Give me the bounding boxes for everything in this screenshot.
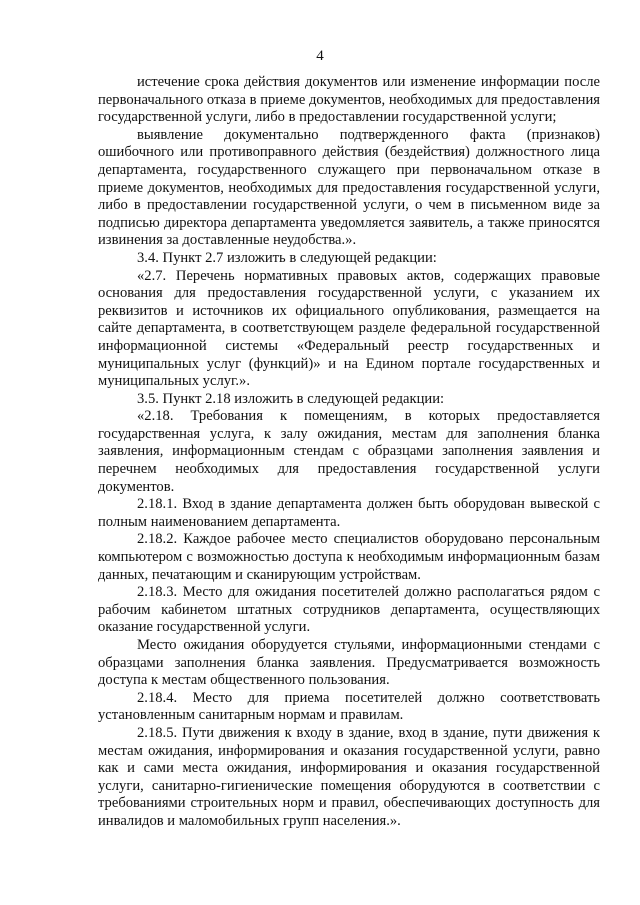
paragraph-clause-2-18-4: 2.18.4. Место для приема посетителей должно соответствовать установленным санитарным нормам и правилам. (98, 689, 600, 724)
paragraph-clause-2-7: «2.7. Перечень нормативных правовых актов, содержащих правовые основания для предоставления государственной услуги, с указанием их реквизитов и источников их официального опубликования, размещается на сайте департамента, в соответствующем разделе федеральной государственной информационной системы «Федеральный реестр государственных и муниципальных услуг (функций)» и на Едином портале государственных и муниципальных услуг.». (98, 267, 600, 390)
paragraph-erroneous-action: выявление документально подтвержденного факта (признаков) ошибочного или противоправного действия (бездействия) должностного лица департамента, государственного служащего при первоначальном отказе в приеме документов, необходимых для предоставления государственной услуги, либо в предоставлении государственной услуги, о чем в письменном виде за подписью директора департамента уведомляется заявитель, а также приносятся извинения за доставленные неудобства.». (98, 126, 600, 249)
document-body (98, 74, 600, 831)
paragraph-item-3-5: 3.5. Пункт 2.18 изложить в следующей редакции: (137, 390, 445, 407)
paragraph-clause-2-18-1: 2.18.1. Вход в здание департамента должен быть оборудован вывеской с полным наименованием департамента. (98, 496, 600, 530)
paragraph-clause-2-18-2: 2.18.2. Каждое рабочее место специалистов оборудовано персональным компьютером с возможностью доступа к необходимым информационным базам данных, печатающим и сканирующим устройствам. (98, 531, 600, 583)
paragraph-clause-2-18-3: 2.18.3. Место для ожидания посетителей должно располагаться рядом с рабочим кабинетом штатных сотрудников департамента, осуществляющих оказание государственной услуги. (98, 584, 600, 636)
paragraph-clause-2-18-5: 2.18.5. Пути движения к входу в здание, вход в здание, пути движения к местам ожидания, информирования и оказания государственной услуги, равно как и сами места ожидания, информирования и оказания государственной услуги, санитарно-гигиенические помещения оборудуются в соответствии с требованиями строительных норм и правил, обеспечивающих доступность для инвалидов и маломобильных групп населения.». (98, 724, 600, 829)
paragraph-item-3-4: 3.4. Пункт 2.7 изложить в следующей редакции: (137, 249, 437, 266)
paragraph-clause-2-18: «2.18. Требования к помещениям, в которых предоставляется государственная услуга, к залу ожидания, местам для заполнения бланка заявления, информационным стендам с образцами заполнения заявления и перечнем необходимых для предоставления государственной услуги документов. (98, 408, 600, 495)
paragraph-waiting-area: Место ожидания оборудуется стульями, информационными стендами с образцами заполнения бланка заявления. Предусматривается возможность доступа к местам общественного пользования. (98, 637, 600, 689)
page-number: 4 (316, 48, 324, 64)
paragraph-refusal-expiry: истечение срока действия документов или изменение информации после первоначального отказа в приеме документов, необходимых для предоставления государственной услуги, либо в предоставлении государственной услуги; (98, 74, 600, 126)
